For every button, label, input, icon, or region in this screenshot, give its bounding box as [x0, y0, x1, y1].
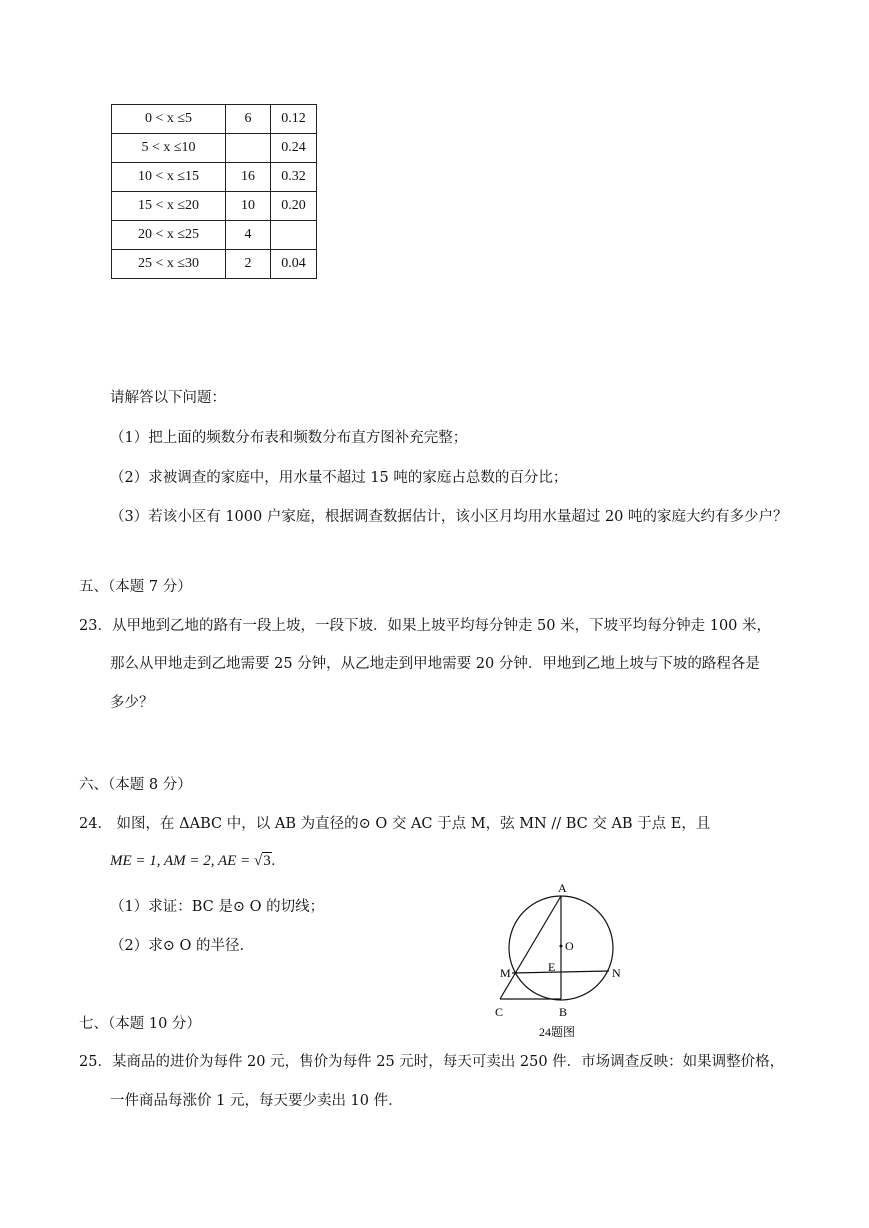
- table-row: [112, 163, 317, 192]
- q22-part2: （2）求被调查的家庭中，用水量不超过 15 吨的家庭占总数的百分比；: [110, 470, 568, 486]
- label-c: C: [495, 1005, 504, 1019]
- range-cell: 20 < x ≤25: [112, 221, 226, 250]
- q25-line2: 一件商品每涨价 1 元，每天要少卖出 10 件．: [110, 1093, 403, 1109]
- table-row: [112, 105, 317, 134]
- label-e: E: [548, 960, 556, 974]
- label-b: B: [559, 1005, 568, 1019]
- count-cell: 4: [226, 221, 271, 250]
- range-cell: 25 < x ≤30: [112, 250, 226, 279]
- table-row: [112, 221, 317, 250]
- frequency-table: [111, 104, 317, 279]
- label-m: M: [500, 966, 511, 980]
- section6-header: 六、（本题 8 分）: [79, 777, 192, 793]
- label-a: A: [558, 881, 567, 895]
- center-point: [560, 945, 563, 948]
- label-o: O: [565, 939, 574, 953]
- q23-line2: 那么从甲地走到乙地需要 25 分钟，从乙地走到甲地需要 20 分钟．甲地到乙地上坡与下坡的路程各是: [110, 656, 760, 672]
- q23-line3: 多少？: [110, 695, 154, 711]
- freq-cell: 0.04: [271, 250, 317, 279]
- circle-figure: [485, 878, 635, 1043]
- count-cell: 16: [226, 163, 271, 192]
- sqrt-symbol: √3: [253, 853, 271, 869]
- range-cell: 10 < x ≤15: [112, 163, 226, 192]
- freq-cell: 0.12: [271, 105, 317, 134]
- count-cell: 2: [226, 250, 271, 279]
- range-cell: 5 < x ≤10: [112, 134, 226, 163]
- section5-header: 五、（本题 7 分）: [79, 579, 192, 595]
- label-n: N: [612, 966, 621, 980]
- q22-part3: （3）若该小区有 1000 户家庭，根据调查数据估计，该小区月均用水量超过 20 吨的家庭大约有多少户？: [110, 509, 788, 525]
- q24-condition-end: .: [271, 853, 276, 869]
- freq-cell: [271, 221, 317, 250]
- section7-header: 七、（本题 10 分）: [79, 1016, 201, 1032]
- figure-caption: 24题图: [539, 1025, 576, 1039]
- freq-cell: 0.32: [271, 163, 317, 192]
- q25-line1: 25．某商品的进价为每件 20 元，售价为每件 25 元时，每天可卖出 250 件．市场调查反映：如果调整价格，: [79, 1054, 785, 1070]
- q22-part1: （1）把上面的频数分布表和频数分布直方图补充完整；: [110, 430, 468, 446]
- freq-cell: 0.20: [271, 192, 317, 221]
- count-cell: 6: [226, 105, 271, 134]
- q24-line1: 24． 如图，在 ΔABC 中，以 AB 为直径的⊙ O 交 AC 于点 M，弦 MN // BC 交 AB 于点 E，且: [79, 816, 711, 832]
- table-row: [112, 134, 317, 163]
- table-row: [112, 192, 317, 221]
- q24-part2: （2）求⊙ O 的半径.: [110, 938, 245, 954]
- q22-intro: 请解答以下问题：: [110, 390, 226, 406]
- q24-condition-text: ME = 1, AM = 2, AE =: [110, 853, 254, 869]
- table-row: [112, 250, 317, 279]
- sqrt-radicand: 3: [263, 853, 271, 869]
- count-cell: 10: [226, 192, 271, 221]
- range-cell: 15 < x ≤20: [112, 192, 226, 221]
- q24-part1: （1）求证：BC 是⊙ O 的切线；: [110, 899, 325, 915]
- freq-cell: 0.24: [271, 134, 317, 163]
- count-cell: [226, 134, 271, 163]
- q24-condition: [110, 853, 275, 870]
- range-cell: 0 < x ≤5: [112, 105, 226, 134]
- q23-line1: 23．从甲地到乙地的路有一段上坡，一段下坡．如果上坡平均每分钟走 50 米，下坡平均每分钟走 100 米，: [79, 618, 772, 634]
